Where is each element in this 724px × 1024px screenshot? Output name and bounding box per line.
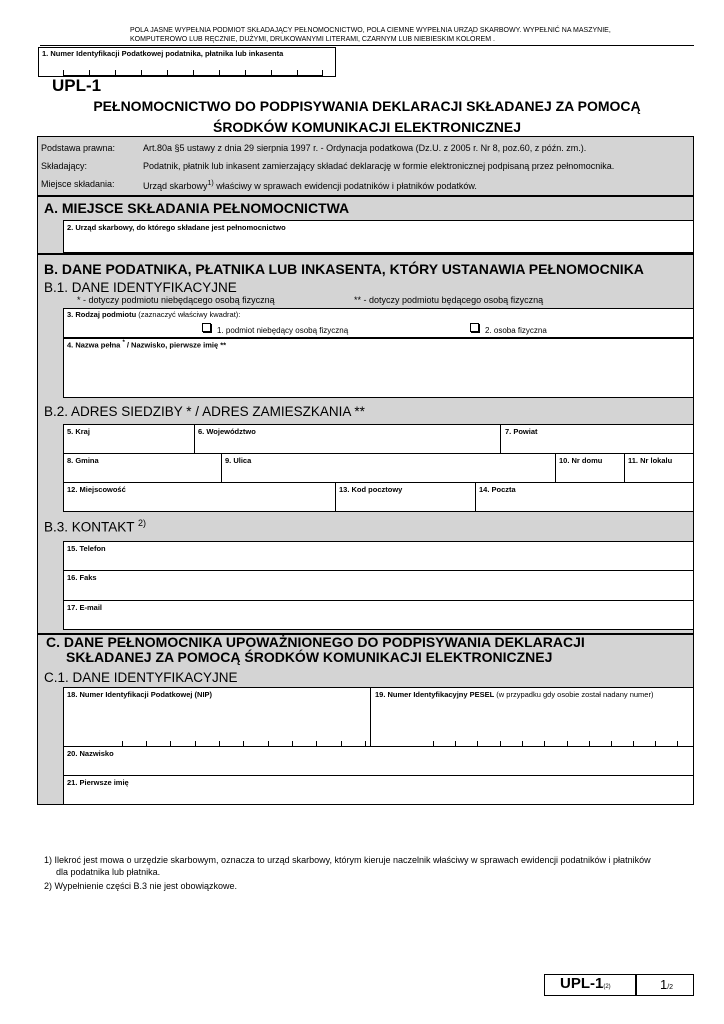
field-2-label: 2. Urząd skarbowy, do którego składane jest pełnomocnictwo [67,223,286,232]
section-b-title: B. DANE PODATNIKA, PŁATNIKA LUB INKASENTA, KTÓRY USTANAWIA PEŁNOMOCNIKA [44,261,644,277]
section-c-title [46,635,585,665]
footnote-1-line-2: dla podatnika lub płatnika. [56,867,161,877]
footer-page: 1 [660,977,668,992]
form-title-line-1: PEŁNOMOCNICTWO DO PODPISYWANIA DEKLARACJI SKŁADANEJ ZA POMOCĄ [93,98,641,114]
field-19-label [375,690,653,699]
instructions-line-1: POLA JASNE WYPEŁNIA PODMIOT SKŁADAJĄCY PEŁNOMOCNICTWO, POLA CIEMNE WYPEŁNIA URZĄD SKARBOWY. WYPEŁNIĆ NA MASZYNIE, [130,27,611,34]
contact-divider-2 [63,600,694,601]
footnote-2: 2) Wypełnienie części B.3 nie jest obowiązkowe. [44,881,238,891]
field-1-label: 1. Numer Identyfikacji Podatkowej podatnika, płatnika lub inkasenta [42,49,284,58]
nip-digit-ticks [63,69,323,76]
divider-5-6 [194,424,195,454]
field-3-label-text: 3. Rodzaj podmiotu [67,310,137,319]
field-17-email[interactable]: 17. E-mail [67,603,103,612]
place-text [143,175,614,195]
contact-grid [63,541,694,630]
basis-label: Podstawa prawna: [41,143,116,153]
submitter-text: Podatnik, płatnik lub inkasent zamierzający składać deklarację w formie elektronicznej podpisaną przez pełnomocnika. [143,161,615,171]
field-20-label: 20. Nazwisko [67,749,114,758]
section-c-title-line-2: SKŁADANEJ ZA POMOCĄ ŚRODKÓW KOMUNIKACJI ELEKTRONICZNEJ [66,649,553,665]
contact-divider-1 [63,570,694,571]
checkbox-legal-entity[interactable] [202,323,211,332]
field-15-phone[interactable]: 15. Telefon [67,544,106,553]
section-b3-title-text: B.3. KONTAKT [44,519,139,535]
field-21-first-name[interactable] [63,775,694,805]
footer-page-of: /2 [667,984,674,991]
field-10-house-no[interactable]: 10. Nr domu [559,456,603,465]
field-4-label-b: / Nazwisko, pierwsze imię ** [124,340,227,350]
field-4-sup: * [122,340,125,346]
place-text-a: Urząd skarbowy [143,181,208,191]
checkbox-natural-person[interactable] [470,323,479,332]
divider-10-11 [624,453,625,483]
fill-instructions [130,26,611,44]
info-labels [41,139,115,193]
basis-text: Art.80a §5 ustawy z dnia 29 sierpnia 1997 r. - Ordynacja podatkowa (Dz.U. z 2005 r. Nr 8, poz.60, z późn. zm.). [143,143,587,153]
form-code: UPL-1 [52,76,102,95]
field-13-postal-code[interactable]: 13. Kod pocztowy [339,485,403,494]
place-label: Miejsce składania: [41,179,115,189]
b1-note-1: * - dotyczy podmiotu niebędącego osobą fizyczną [77,295,275,305]
field-3-label [67,310,240,319]
field-4-label [67,340,226,350]
section-b2-title: B.2. ADRES SIEDZIBY * / ADRES ZAMIESZKANIA ** [44,404,365,419]
footer-code: UPL-1 [560,975,604,992]
b1-note-2: ** - dotyczy podmiotu będącego osobą fizyczną [354,295,544,305]
field-16-fax[interactable]: 16. Faks [67,573,97,582]
field-14-post-office[interactable]: 14. Poczta [479,485,516,494]
footer-form-code [560,975,611,992]
section-b1-title: B.1. DANE IDENTYFIKACYJNE [44,280,237,295]
info-texts [143,139,614,195]
field-21-label: 21. Pierwsze imię [67,778,129,787]
field-11-apartment-no[interactable]: 11. Nr lokalu [628,456,673,465]
field-3-hint: (zaznaczyć właściwy kwadrat): [136,310,241,319]
field-8-commune[interactable]: 8. Gmina [67,456,99,465]
form-title [40,96,694,138]
divider-8-9 [221,453,222,483]
field-7-county[interactable]: 7. Powiat [505,427,538,436]
address-row-divider-1 [63,453,694,454]
section-b3-footnote-ref: 2) [138,518,147,528]
submitter-label: Składający: [41,161,88,171]
place-text-b: właściwy w sprawach ewidencji podatników i płatników podatków. [213,181,477,191]
divider-9-10 [555,453,556,483]
header-rule [40,45,694,46]
divider-13-14 [475,482,476,512]
footer-version: (2) [603,984,611,990]
field-9-street[interactable]: 9. Ulica [225,456,252,465]
section-c-title-line-1: C. DANE PEŁNOMOCNIKA UPOWAŻNIONEGO DO PODPISYWANIA DEKLARACJI [46,634,585,650]
field-12-city[interactable]: 12. Miejscowość [67,485,126,494]
field-19-label-text: 19. Numer Identyfikacyjny PESEL [375,690,495,699]
field-20-surname[interactable] [63,746,694,776]
section-a-title: A. MIEJSCE SKŁADANIA PEŁNOMOCNICTWA [44,200,350,216]
address-grid [63,424,694,512]
option-natural-person-label: 2. osoba fizyczna [485,326,547,335]
divider-6-7 [500,424,501,454]
field-6-voivodeship[interactable]: 6. Województwo [198,427,256,436]
footnote-1-line-1: 1) Ilekroć jest mowa o urzędzie skarbowym, oznacza to urząd skarbowy, którym kieruje naczelnik właściwy w sprawach ewidencji podatników i płatników [44,855,651,865]
instructions-line-2: KOMPUTEROWO LUB RĘCZNIE, DUŻYMI, DRUKOWANYMI LITERAMI, CZARNYM LUB NIEBIESKIM KOLOREM . [130,36,495,43]
field-4-label-a: 4. Nazwa pełna [67,340,123,350]
field-18-label: 18. Numer Identyfikacji Podatkowej (NIP) [67,690,213,699]
field-19-hint: (w przypadku gdy osobie został nadany numer) [494,690,654,699]
section-c1-title: C.1. DANE IDENTYFIKACYJNE [44,670,238,685]
field-5-country[interactable]: 5. Kraj [67,427,90,436]
place-footnote-ref: 1) [207,180,214,187]
divider-12-13 [335,482,336,512]
footer-page-number [660,977,673,992]
form-title-line-2: ŚRODKÓW KOMUNIKACJI ELEKTRONICZNEJ [212,119,521,135]
section-b3-title [44,518,146,535]
address-row-divider-2 [63,482,694,483]
option-legal-entity-label: 1. podmiot niebędący osobą fizyczną [217,326,349,335]
